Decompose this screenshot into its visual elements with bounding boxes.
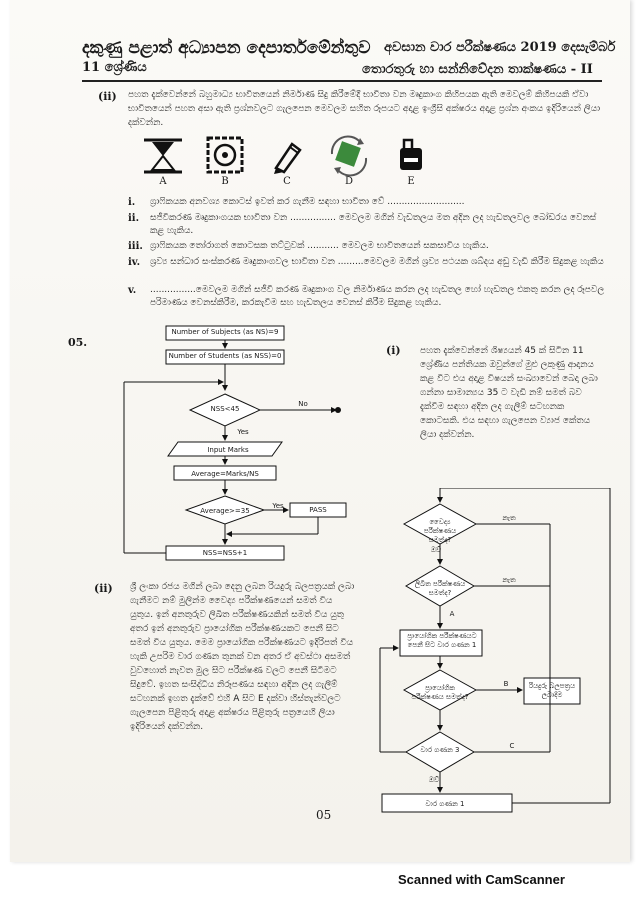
exam-page — [10, 0, 630, 862]
fc2-yes-1: ඔව් — [430, 546, 442, 554]
department-title: දකුණු පළාත් අධ්‍යාපන දෙපාර්තමේන්තුව — [82, 38, 371, 58]
exam-title: අවසාන වාර පරීක්ෂණය 2019 දෙසැම්බර් — [384, 40, 616, 55]
target-icon — [200, 134, 250, 178]
fc2-c: C — [509, 742, 515, 750]
fc1-num-students: Number of Students (as NSS)=0 — [168, 352, 282, 360]
question-5-number: 05. — [68, 336, 88, 349]
fc2-no-1: නැත — [502, 514, 516, 522]
part-ii-intro: පහත දැක්වෙන්නේ බහුමාධ්‍ය භාවිතයෙන් නිර්මාණ සිදු කිරීමේදී භාවිතා වන මෘදුකාංග කිහිපයක ඇති මෙවලම් කිහිපයකි ඒවා භාවිතයෙන් පහත අසා ඇති ප්‍රශ්නවලට ගැලපෙන මෙවලම සහිත රූපයට අදාළ ඉංග්‍රීසි අක්ෂරය අදාළ ප්‍රශ්න අංකය ඉදිරියෙන් ලියා දක්වන්න. — [128, 90, 601, 128]
fc2-times-reset: වාර ගණන 1 — [425, 800, 465, 808]
fc2-b: B — [503, 680, 509, 688]
part-i-label: (i) — [386, 344, 401, 357]
question-item-i: i. ග්‍රාෆිකයක අනවශ්‍ය කොටස් ඉවත් කර ගැනීම සඳහා භාවිතා වේ ........................... — [128, 197, 465, 208]
question-item-v: v. ................මෙවලම මගින් සජීවී කරණ මෘදුකාංග වල නිර්මාණය කරන ලද හැඩතල හෝ හැඩතල එකතු කරන ලද රූපවල පරිමාණය වෙනස්කිරීම, කරකැවීම සහ හැඩතලය වෙනස් කිරීම සිදුකළ හැකිය. — [128, 285, 605, 308]
fc2-written: ලිඛිත පරීක්ෂණය සමත්ද? — [414, 580, 466, 597]
part-i-text: පහත දැක්වෙන්නේ ශිෂ්‍යයන් 45 ක් සිටින 11 ශ්‍රේණිය පන්තියක ඔවුන්ගේ මුළු ලකුණු ආදානය කළ විට එය අදාළ විෂයන් සංඛ්‍යාවෙන් බෙදා ලබා ගන්නා සාමාන්‍යය 35 ට වැඩි නම් සමත් බව දැක්වීම සඳහා අදින ලද ගැලීම් සටහනක කොටසකි. එය සඳහා ගැලපෙන ව්‍යාජ කේතය ලියා දක්වන්න. — [420, 346, 598, 440]
fc1-input: Input Marks — [207, 446, 249, 454]
fc2-practical-pass: ප්‍රායෝගික පරීක්ෂණය සමත්ද? — [411, 684, 469, 701]
icon-label-e: E — [407, 176, 415, 187]
fc2-yes-4: ඔව් — [428, 776, 440, 784]
fc1-condition: NSS<45 — [210, 405, 240, 413]
camscanner-watermark: Scanned with CamScanner — [398, 872, 565, 887]
part-ii-q5-text: ශ්‍රී ලංකා රජය මගින් ලබා දෙනු ලබන රියදුරු බලපත්‍රයක් ලබා ගැනීමට නම් මුලින්ම වෛද්‍ය පරීක්ෂණයෙන් සමත් විය යුතුය. ඉන් අනතුරුව ලිඛිත පරීක්ෂණයකින් සමත් විය යුතු අතර ඉන් අනතුරුව ප්‍රායෝගික පරීක්ෂණයකට පෙනී සිට සමත් විය යුතුය. මෙම ප්‍රායෝගික පරීක්ෂණයට ඉදිරිපත් විය හැකි උපරිම වාර ගණන තුනක් වන අතර ඒ අවස්ථා අසමත් වුවහොත් නැවත මුල සිට පරීක්ෂණ වලට පෙනී සිටීමට සිදුවේ. ඉහත සංසිද්ධිය නිරූපණය සඳහා අඳින ලද ගැලීම් සටහනක් ඉහත දැක්වේ එහි A සිට E දක්වා හිස්තැන්වලට ගැලපෙන පිළිතුරු අදාළ අක්ෂරය පිළිතුරු පත්‍රයෙහි ලියා ඉදිරියෙන් දක්වන්න. — [130, 582, 355, 732]
fc1-pass: PASS — [309, 506, 327, 514]
question-item-ii: ii. සජීවීකරණ මෘදුකාංගයක භාවිතා වන ................ මෙවලම මගින් වැඩතලය මත අදින ලද හැඩතලවල බෝඩරය වෙනස් කළ හැකිය. — [128, 213, 597, 236]
pen-icon — [262, 134, 312, 178]
paint-bucket-icon — [386, 134, 436, 178]
page-number: 05 — [316, 808, 332, 822]
icon-label-b: B — [221, 176, 229, 187]
question-item-iii: iii. ග්‍රාෆිකයක තෝරාගත් කොටසක තට්ටුවක් ........... මෙවලම භාවිතයෙන් සකසාවිය හැකිය. — [128, 241, 489, 252]
fc1-num-subjects: Number of Subjects (as NS)=9 — [171, 328, 279, 336]
icon-label-a: A — [159, 176, 167, 187]
hourglass-icon — [138, 134, 188, 178]
icon-label-c: C — [283, 176, 291, 187]
fc2-a: A — [449, 610, 455, 618]
header-divider — [82, 80, 602, 82]
rotate-icon — [324, 134, 374, 178]
fc1-yes: Yes — [237, 428, 249, 436]
part-ii-label: (ii) — [98, 90, 117, 103]
fc2-times: වාර ගණන 3 — [420, 746, 460, 754]
part-ii-q5-label: (ii) — [94, 582, 113, 595]
fc1-no: No — [298, 400, 308, 408]
flowchart-license — [370, 488, 620, 828]
fc2-practical-box: ප්‍රායෝගික පරීක්ෂණයට පෙනී සිට වාර ගණන 1 — [407, 632, 477, 649]
question-item-iv: iv. ශ්‍රව්‍ය සන්ධාර සංස්කරණ මෘදුකාංගවල භාවිතා වන .........මෙවලම මගින් ශ්‍රව්‍ය පථයක ශබ්දය අඩු වැඩි කිරීම සිදුකළ හැකිය — [128, 257, 604, 268]
fc2-no-2: නැත — [502, 576, 516, 584]
fc2-medical: වෛද්‍ය පරීක්ෂණය සමත්ද? — [423, 518, 457, 544]
fc1-increment: NSS=NSS+1 — [202, 549, 248, 557]
subject-title: තොරතුරු හා සන්නිවේදන තාක්ෂණය - II — [362, 62, 593, 77]
fc1-average: Average=Marks/NS — [191, 470, 259, 478]
fc1-yes2: Yes — [272, 502, 284, 510]
grade-label: 11 ශ්‍රේණිය — [82, 60, 147, 75]
icon-label-d: D — [344, 176, 354, 187]
fc2-license: රියදුරු බලපත්‍රය ලබාදීම — [528, 682, 576, 699]
tool-icons-row — [138, 134, 448, 190]
fc1-condition2: Average>=35 — [200, 507, 250, 515]
